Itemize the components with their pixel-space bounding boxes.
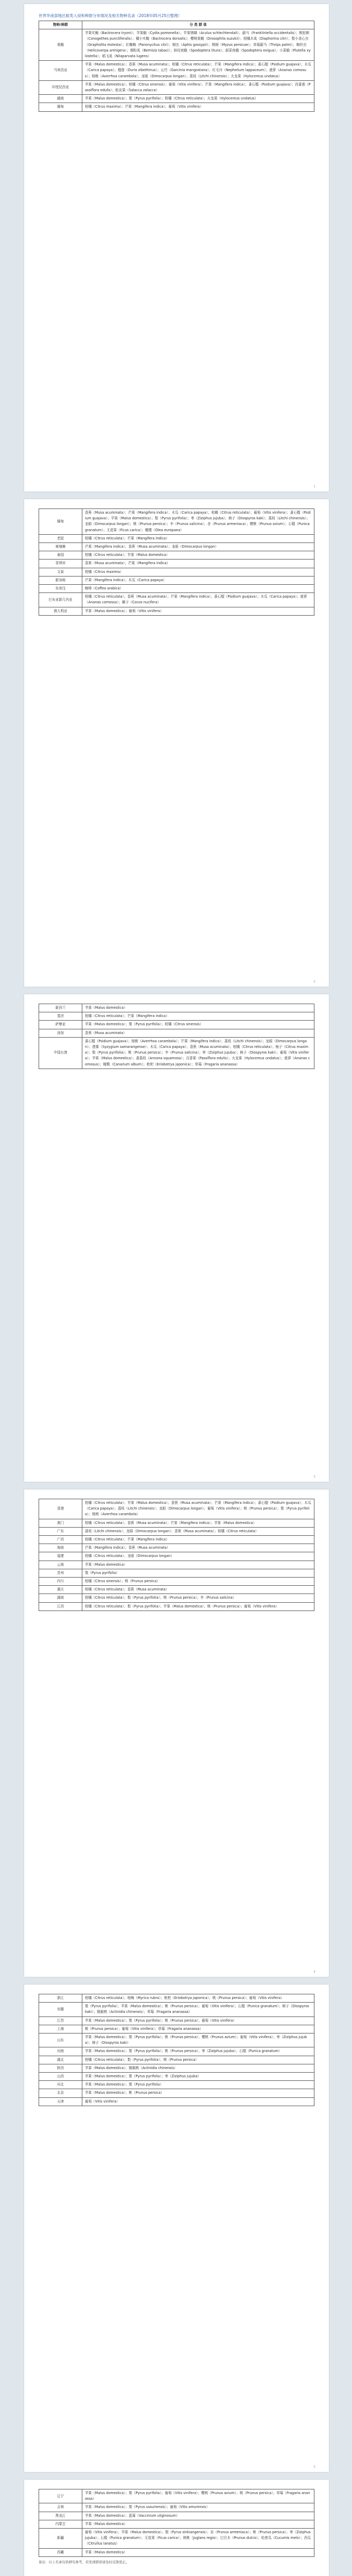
species-table	[39, 21, 314, 112]
row-item-label: 黑龙江	[39, 2512, 82, 2520]
table-row	[39, 2073, 314, 2081]
table-row	[39, 2047, 314, 2056]
row-item-label: 内蒙古	[39, 2520, 82, 2528]
table-row	[39, 2529, 314, 2549]
species-table	[39, 2489, 314, 2557]
row-item-label: 新加坡	[39, 576, 82, 584]
row-item-label: 浙江	[39, 1994, 82, 2003]
table-row	[39, 1037, 314, 1069]
table-row	[39, 1552, 314, 1561]
table-row	[39, 1602, 314, 1611]
page-number: 5	[313, 2465, 315, 2469]
row-species-list: 苹果（Malus domestica）；蓝莓（Vaccinium uliginosum）	[82, 2512, 314, 2520]
table-row	[39, 585, 314, 593]
row-species-list: 荔枝（Litchi chinensis）；龙眼（Dimocarpus longan）；香蕉（Musa acuminata）；柑橘（Citrus reticulata）	[82, 1527, 314, 1535]
table-row	[39, 2033, 314, 2047]
row-species-list: 苹果实蝇（Bactrocera tryoni）；苹果蛾（Cydia pomonella）；苹果锈螨（Aculus schlechtendali）；蓟马（Frankliniella occidentalis）；桃蛀螟（Conogethes punctiferalis）；橘小实蝇（Bactrocera dorsalis）；樱桃果蝇（Drosophila suzukii）；柑橘木虱（Diaphorina citri）；梨小食心虫（Grapholita molesta）；红蜘蛛（Panonychus citri）；蚜虫（Aphis gossypii）；桃蚜（Myzus persicae）；草莓蓟马（Thrips palmi）；棉铃虫（Helicoverpa armigera）；烟粉虱（Bemisia tabaci）；斜纹夜蛾（Spodoptera litura）；甜菜夜蛾（Spodoptera exigua）；小菜蛾（Plutella xylostella）；稻飞虱（Nilaparvata lugens）	[82, 29, 314, 61]
row-item-label: 福建	[39, 1552, 82, 1561]
row-item-label: 新西兰	[39, 1004, 82, 1012]
row-item-label: 缅甸	[39, 103, 82, 111]
row-item-label: 缅甸	[39, 509, 82, 535]
table-row	[39, 1499, 314, 1519]
row-species-list: 苹果（Malus domestica）；梨（Pyrus pyrifolia）	[82, 2081, 314, 2089]
table-row	[39, 2489, 314, 2503]
row-item-label: 澳大利亚	[39, 607, 82, 615]
row-species-list: 苹果（Malus domestica）；梨（Pyrus pyrifolia）；桃（Prunus persica）；枣（Ziziphus jujuba）；石榴（Punica granatum）	[82, 2047, 314, 2056]
row-species-list: 梨（Pyrus pyrifolia）；苹果（Malus domestica）；桃（Prunus persica）；葡萄（Vitis vinifera）；石榴（Punica granatum）；柿子（Diospyros kaki）；猕猴桃（Actinidia chinensis）；草莓（Fragaria ananassa）	[82, 2003, 314, 2016]
page-number: 4	[313, 1970, 315, 1974]
document-page	[24, 1489, 329, 1977]
row-item-label: 云南	[39, 1561, 82, 1569]
row-species-list: 苹果（Malus domestica）；香蕉（Musa acuminata）；柑橘（Citrus reticulata）；芒果（Mangifera indica）；番石榴（Psidium guajava）；木瓜（Carica papaya）；榴莲（Durio zibethinus）；山竹（Garcinia mangostana）；红毛丹（Nephelium lappaceum）；菠萝（Ananas comosus）；杨桃（Averrhoa carambola）；龙眼（Dimocarpus longan）；荔枝（Litchi chinensis）；火龙果（Hylocereus undatus）	[82, 61, 314, 81]
document-page	[24, 4, 329, 492]
table-row	[39, 551, 314, 560]
table-row	[39, 1594, 314, 1602]
row-item-label: 马来西亚	[39, 61, 82, 81]
species-table	[39, 509, 314, 616]
table-row	[39, 2064, 314, 2072]
row-species-list: 柑橘（Citrus reticulata）；香蕉（Musa acuminata）	[82, 1586, 314, 1594]
document-page	[24, 994, 329, 1482]
table-row	[39, 2520, 314, 2528]
table-row	[39, 103, 314, 111]
row-item-label: 巴布亚新几内亚	[39, 593, 82, 607]
row-item-label: 北京	[39, 2089, 82, 2097]
row-species-list: 香蕉（Musa acuminata）；芒果（Mangifera indica）；木瓜（Carica papaya）；柑橘（Citrus reticulata）；葡萄（Vitis vinifera）；番石榴（Psidium guajava）；苹果（Malus domestica）；梨（Pyrus pyrifolia）；枣（Ziziphus jujuba）；柿子（Diospyros kaki）；荔枝（Litchi chinensis）；龙眼（Dimocarpus longan）；桃（Prunus persica）；李（Prunus salicina）；杏（Prunus armeniaca）；樱桃（Prunus avium）；石榴（Punica granatum）；无花果（Ficus carica）；橄榄（Olea europaea）	[82, 509, 314, 535]
table-row	[39, 61, 314, 81]
row-item-label: 柬埔寨	[39, 543, 82, 551]
row-species-list: 芒果（Mangifera indica）；木瓜（Carica papaya）	[82, 576, 314, 584]
row-species-list: 苹果（Malus domestica）	[82, 2520, 314, 2528]
row-species-list: 葡萄（Vitis vinifera）；苹果（Malus domestica）；梨（Pyrus sinkiangensis）；杏（Prunus armeniaca）；桃（Prunus persica）；枣（Ziziphus jujuba）；石榴（Punica granatum）；无花果（Ficus carica）；核桃（Juglans regia）；巴旦木（Prunus dulcis）；哈密瓜（Cucumis melo）；西瓜（Citrullus lanatus）	[82, 2529, 314, 2549]
table-row	[39, 576, 314, 584]
table-row	[39, 1569, 314, 1577]
row-item-label: 辽宁	[39, 2489, 82, 2503]
row-item-label: 香港	[39, 1499, 82, 1519]
row-item-label: 湖北	[39, 2056, 82, 2064]
row-item-label: 安徽	[39, 2003, 82, 2016]
row-species-list: 柑橘（Citrus reticulata）；梨（Pyrus pyrifolia）；桃（Prunus persica）；李（Prunus salicina）	[82, 1594, 314, 1602]
species-table	[39, 1004, 314, 1069]
row-item-label: 四川	[39, 1578, 82, 1586]
row-item-label: 老挝	[39, 534, 82, 543]
row-item-label: 越南	[39, 95, 82, 103]
row-species-list: 苹果（Malus domestica）；猕猴桃（Actinidia chinensis）	[82, 2064, 314, 2072]
row-species-list: 苹果（Malus domestica）；桃（Prunus persica）	[82, 2089, 314, 2097]
row-species-list: 苹果（Malus domestica）；葡萄（Vitis vinifera）	[82, 607, 314, 615]
table-row	[39, 1527, 314, 1535]
row-item-label: 斐济	[39, 1012, 82, 1021]
row-item-label: 菲律宾	[39, 560, 82, 568]
table-row	[39, 568, 314, 576]
table-row	[39, 2503, 314, 2512]
row-species-list: 苹果（Malus domestica）	[82, 2548, 314, 2556]
row-species-list: 香蕉（Musa acuminata）	[82, 1029, 314, 1037]
table-row	[39, 2016, 314, 2025]
row-item-label: 汤加	[39, 1029, 82, 1037]
table-row	[39, 2512, 314, 2520]
row-species-list: 柑橘（Citrus maxima）；芒果（Mangifera indica）；葡萄（Vitis vinifera）	[82, 103, 314, 111]
row-species-list: 番石榴（Psidium guajava）；杨桃（Averrhoa carambola）；芒果（Mangifera indica）；荔枝（Litchi chinensis）；龙眼（Dimocarpus longan）；莲雾（Syzygium samarangense）；木瓜（Carica papaya）；香蕉（Musa acuminata）；柑橘（Citrus reticulata）；柚子（Citrus maxima）；梨（Pyrus pyrifolia）；桃（Prunus persica）；李（Prunus salicina）；枣（Ziziphus jujuba）；柿子（Diospyros kaki）；葡萄（Vitis vinifera）；苹果（Malus domestica）；番荔枝（Annona squamosa）；百香果（Passiflora edulis）；火龙果（Hylocereus undatus）；菠萝（Ananas comosus）；橄榄（Canarium album）；枇杷（Eriobotrya japonica）；草莓（Fragaria ananassa）	[82, 1037, 314, 1069]
row-item-label: 西藏	[39, 2548, 82, 2556]
table-row	[39, 2025, 314, 2033]
table-row	[39, 509, 314, 535]
table-row	[39, 543, 314, 551]
table-row	[39, 1519, 314, 1527]
row-species-list: 柑橘（Citrus sinensis）；桃（Prunus persica）	[82, 1578, 314, 1586]
table-row	[39, 607, 314, 615]
page-number: 1	[313, 485, 315, 488]
row-item-label: 江苏	[39, 2016, 82, 2025]
species-table	[39, 1499, 314, 1611]
row-species-list: 苹果（Malus domestica）；梨（Pyrus pyrifolia）；桃（Prunus persica）；樱桃（Prunus avium）；葡萄（Vitis vinifera）；枣（Ziziphus jujuba）；柿子（Diospyros kaki）	[82, 2033, 314, 2047]
row-species-list: 柑橘（Citrus maxima）	[82, 568, 314, 576]
row-item-label: 天津	[39, 2097, 82, 2106]
table-footnote: 备注：以上名录仅供研究参考，若发现错误请及时反馈更正。	[39, 2560, 129, 2564]
row-item-label: 贵州	[39, 1569, 82, 1577]
row-species-list: 梨（Pyrus pyrifolia）	[82, 1569, 314, 1577]
row-item-label: 山东	[39, 2033, 82, 2047]
row-item-label: 果蝇	[39, 29, 82, 61]
row-item-label: 萨摩亚	[39, 1021, 82, 1029]
row-species-list: 桃（Prunus persica）；葡萄（Vitis vinifera）；草莓（Fragaria ananassa）	[82, 2025, 314, 2033]
row-species-list: 苹果（Malus domestica）；柑橘（Citrus sinensis）；葡萄（Vitis vinifera）；芒果（Mangifera indica）；番石榴（Psidium guajava）；西番莲（Passiflora edulis）；蛇皮果（Salacca zalacca）	[82, 80, 314, 94]
column-header-item: 物种/种群	[39, 21, 82, 29]
row-species-list: 苹果（Malus domestica）；梨（Pyrus ussuriensis）；葡萄（Vitis amurensis）	[82, 2503, 314, 2512]
row-species-list: 柑橘（Citrus reticulata）；杨梅（Myrica rubra）；枇杷（Eriobotrya japonica）；桃（Prunus persica）；葡萄（Vitis vinifera）	[82, 1994, 314, 2003]
row-species-list: 柑橘（Citrus reticulata）；苹果（Malus domestica）	[82, 551, 314, 560]
document-page	[24, 2480, 329, 2576]
row-item-label: 海南	[39, 1544, 82, 1552]
row-item-label: 湖南	[39, 1594, 82, 1602]
row-species-list: 柑橘（Citrus reticulata）；梨（Pyrus pyrifolia）；桃（Prunus persica）	[82, 2056, 314, 2064]
row-species-list: 苹果（Malus domestica）；梨（Pyrus pyrifolia）；枣（Ziziphus jujuba）	[82, 2073, 314, 2081]
row-species-list: 柑橘（Citrus reticulata）；芒果（Mangifera indica）	[82, 1536, 314, 1544]
table-row	[39, 1586, 314, 1594]
row-species-list: 柑橘（Citrus reticulata）；香蕉（Musa acuminata）；芒果（Mangifera indica）；苹果（Malus domestica）	[82, 1519, 314, 1527]
row-species-list: 苹果（Malus domestica）	[82, 1004, 314, 1012]
table-row	[39, 534, 314, 543]
table-row	[39, 1012, 314, 1021]
row-species-list: 柑橘（Citrus reticulata）；苹果（Malus domestica）；香蕉（Musa acuminata）；芒果（Mangifera indica）；番石榴（Psidium guajava）；木瓜（Carica papaya）；荔枝（Litchi chinensis）；龙眼（Dimocarpus longan）；葡萄（Vitis vinifera）；桃（Prunus persica）；梨（Pyrus pyrifolia）；杨桃（Averrhoa carambola）	[82, 1499, 314, 1519]
row-species-list: 柑橘（Citrus reticulata）；香蕉（Musa acuminata）；芒果（Mangifera indica）；番石榴（Psidium guajava）；木瓜（Carica papaya）；菠萝（Ananas comosus）；椰子（Cocos nucifera）	[82, 593, 314, 607]
table-row	[39, 29, 314, 61]
row-item-label: 重庆	[39, 1586, 82, 1594]
table-row	[39, 95, 314, 103]
row-species-list: 柑橘（Citrus reticulata）；龙眼（Dimocarpus longan）	[82, 1552, 314, 1561]
row-item-label: 河北	[39, 2081, 82, 2089]
row-species-list: 芒果（Mangifera indica）；香蕉（Musa acuminata）；龙眼（Dimocarpus longan）	[82, 543, 314, 551]
row-item-label: 泰国	[39, 551, 82, 560]
row-species-list: 柑橘（Citrus reticulata）；梨（Pyrus pyrifolia）；苹果（Malus domestica）；桃（Prunus persica）；葡萄（Vitis vinifera）	[82, 1602, 314, 1611]
row-species-list: 香蕉（Musa acuminata）；芒果（Mangifera indica）	[82, 560, 314, 568]
table-row	[39, 1029, 314, 1037]
row-item-label: 上海	[39, 2025, 82, 2033]
document-page	[24, 1985, 329, 2472]
row-item-label: 山西	[39, 2073, 82, 2081]
page-number: 2	[313, 980, 315, 984]
document-title: 世界华南部地区蛙类入侵和种群分布情况及相关物种名录（2018年05月25日整理）	[39, 13, 182, 18]
row-species-list: 柑橘（Citrus reticulata）；芒果（Mangifera indica）	[82, 534, 314, 543]
row-species-list: 苹果（Malus domestica）；梨（Pyrus pyrifolia）；柑橘（Citrus reticulata）；火龙果（Hylocereus undatus）	[82, 95, 314, 103]
row-item-label: 吉林	[39, 2503, 82, 2512]
document-page	[24, 499, 329, 987]
row-species-list: 葡萄（Vitis vinifera）	[82, 2097, 314, 2106]
row-species-list: 咖啡（Coffea arabica）	[82, 585, 314, 593]
table-row	[39, 1578, 314, 1586]
row-item-label: 江西	[39, 1602, 82, 1611]
table-row	[39, 2003, 314, 2016]
row-item-label: 中国台湾	[39, 1037, 82, 1069]
row-species-list: 苹果（Malus domestica）；梨（Pyrus pyrifolia）；葡萄（Vitis vinifera）；樱桃（Prunus avium）；桃（Prunus persica）；草莓（Fragaria ananassa）	[82, 2489, 314, 2503]
column-header-species: 分 类 群 体	[82, 21, 314, 29]
table-row	[39, 2089, 314, 2097]
row-species-list: 芒果（Mangifera indica）；香蕉（Musa acuminata）	[82, 1544, 314, 1552]
row-item-label: 广东	[39, 1527, 82, 1535]
table-row	[39, 1561, 314, 1569]
page-number: 3	[313, 1475, 315, 1479]
table-row	[39, 1004, 314, 1012]
table-row	[39, 2548, 314, 2556]
row-item-label: 澳门	[39, 1519, 82, 1527]
table-row	[39, 1021, 314, 1029]
table-row	[39, 2097, 314, 2106]
row-item-label: 东帝汶	[39, 585, 82, 593]
table-row	[39, 1536, 314, 1544]
row-item-label: 广西	[39, 1536, 82, 1544]
table-row	[39, 2081, 314, 2089]
table-row	[39, 1544, 314, 1552]
row-item-label: 文莱	[39, 568, 82, 576]
row-species-list: 柑橘（Citrus reticulata）；芒果（Mangifera indica）	[82, 1012, 314, 1021]
row-species-list: 苹果（Malus domestica）；梨（Pyrus pyrifolia）；桃（Prunus persica）；葡萄（Vitis vinifera）	[82, 2016, 314, 2025]
species-table	[39, 1994, 314, 2106]
row-item-label: 河南	[39, 2047, 82, 2056]
table-row	[39, 80, 314, 94]
row-item-label: 印度尼西亚	[39, 80, 82, 94]
table-row	[39, 1994, 314, 2003]
row-species-list: 苹果（Malus domestica）；梨（Pyrus pyrifolia）；柑橘（Citrus sinensis）	[82, 1021, 314, 1029]
row-species-list: 苹果（Malus domestica）	[82, 1561, 314, 1569]
row-item-label: 陕西	[39, 2064, 82, 2072]
table-row	[39, 560, 314, 568]
table-row	[39, 593, 314, 607]
row-item-label: 新疆	[39, 2529, 82, 2549]
table-row	[39, 2056, 314, 2064]
